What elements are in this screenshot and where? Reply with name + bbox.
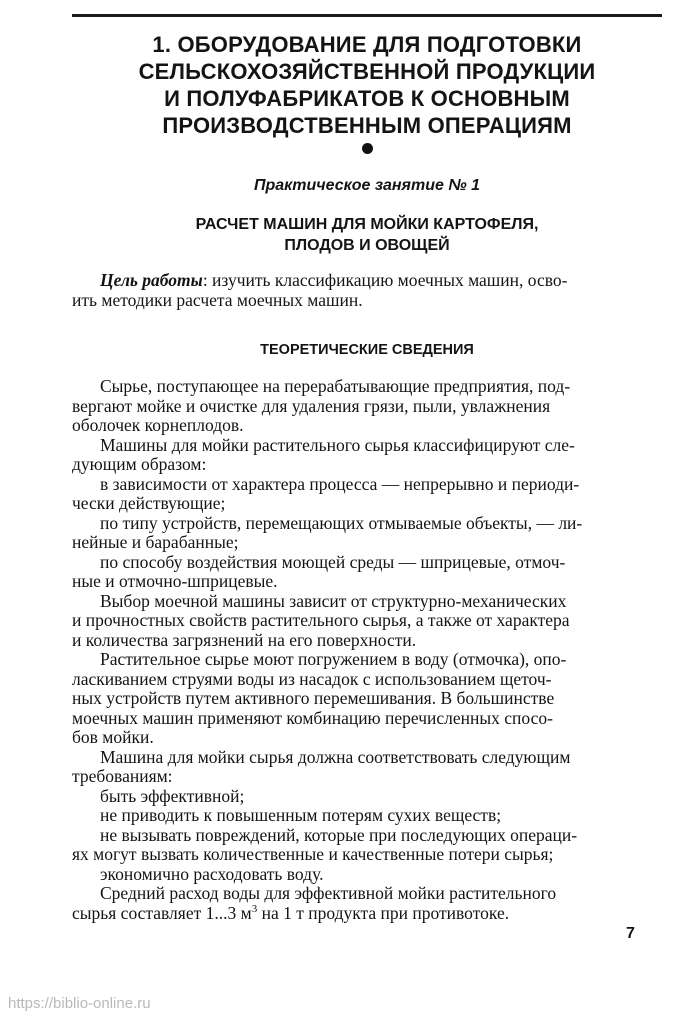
body-line: по типу устройств, перемещающих отмываемые объекты, — ли- <box>100 512 583 533</box>
body-line: экономично расходовать воду. <box>100 863 324 884</box>
lesson-title <box>72 214 662 256</box>
body-line: по способу воздействия моющей среды — шприцевые, отмоч- <box>100 551 566 572</box>
body-line: и прочностных свойств растительного сырья, а также от характера <box>72 610 570 630</box>
body-line: ласкиванием струями воды из насадок с использованием щеточ- <box>72 668 552 689</box>
body-line: требованиям: <box>72 766 173 786</box>
practice-label: Практическое занятие № 1 <box>253 177 480 194</box>
lesson-title-line: ПЛОДОВ И ОВОЩЕЙ <box>284 237 450 254</box>
body-line: и количества загрязнений на его поверхности. <box>72 629 417 650</box>
body-line: в зависимости от характера процесса — непрерывно и периоди- <box>100 473 580 494</box>
body-line: Растительное сырье моют погружением в воду (отмочка), опо- <box>100 649 567 669</box>
chapter-title-line: И ПОЛУФАБРИКАТОВ К ОСНОВНЫМ <box>164 86 570 111</box>
body-line: бов мойки. <box>72 727 154 747</box>
chapter-title-line: 1. ОБОРУДОВАНИЕ ДЛЯ ПОДГОТОВКИ <box>152 32 582 57</box>
body-line: не приводить к повышенным потерям сухих веществ; <box>100 805 502 825</box>
body-line: быть эффективной; <box>100 785 245 806</box>
body-line: чески действующие; <box>72 493 226 513</box>
goal-line: ить методики расчета моечных машин. <box>72 290 363 310</box>
body-line: моечных машин применяют комбинацию перечисленных спосо- <box>72 707 553 728</box>
body-text <box>72 377 662 923</box>
ornament-dot-icon <box>362 143 373 154</box>
goal-text: : изучить классификацию моечных машин, осво- <box>202 270 568 290</box>
chapter-title-line: СЕЛЬСКОХОЗЯЙСТВЕННОЙ ПРОДУКЦИИ <box>138 59 596 84</box>
body-line-last <box>72 904 662 924</box>
top-rule <box>72 14 662 17</box>
body-line: Сырье, поступающее на перерабатывающие предприятия, под- <box>100 376 571 396</box>
chapter-title <box>72 31 662 139</box>
goal-line <box>72 270 662 290</box>
body-line: Средний расход воды для эффективной мойки растительного <box>100 883 557 903</box>
body-line: ных устройств путем активного перемешивания. В большинстве <box>72 688 555 708</box>
cubic-superscript: 3 <box>251 902 258 915</box>
last-line-text: сырья составляет 1...3 м <box>72 902 252 923</box>
body-line: ные и отмочно-шприцевые. <box>72 571 278 591</box>
body-line: Машина для мойки сырья должна соответствовать следующим <box>100 746 571 767</box>
source-watermark: https://biblio-online.ru <box>8 995 151 1012</box>
page-number: 7 <box>626 925 635 942</box>
chapter-title-line: ПРОИЗВОДСТВЕННЫМ ОПЕРАЦИЯМ <box>162 113 572 138</box>
body-line: не вызывать повреждений, которые при последующих операци- <box>100 824 578 845</box>
body-line: ях могут вызвать количественные и качественные потери сырья; <box>72 844 554 864</box>
body-line: Выбор моечной машины зависит от структурно-механических <box>100 590 567 611</box>
section-heading: ТЕОРЕТИЧЕСКИЕ СВЕДЕНИЯ <box>260 342 474 358</box>
body-lines <box>72 377 662 904</box>
body-line: вергают мойке и очистке для удаления грязи, пыли, увлажнения <box>72 395 551 416</box>
body-line: нейные и барабанные; <box>72 532 239 552</box>
goal-label: Цель работы <box>100 270 203 290</box>
last-line-text-end: на 1 т продукта при противотоке. <box>257 902 510 923</box>
body-line: оболочек корнеплодов. <box>72 415 244 435</box>
lesson-title-line: РАСЧЕТ МАШИН ДЛЯ МОЙКИ КАРТОФЕЛЯ, <box>195 216 539 233</box>
goal-paragraph <box>72 270 662 310</box>
body-line: дующим образом: <box>72 454 207 474</box>
body-line: Машины для мойки растительного сырья классифицируют сле- <box>100 434 575 455</box>
